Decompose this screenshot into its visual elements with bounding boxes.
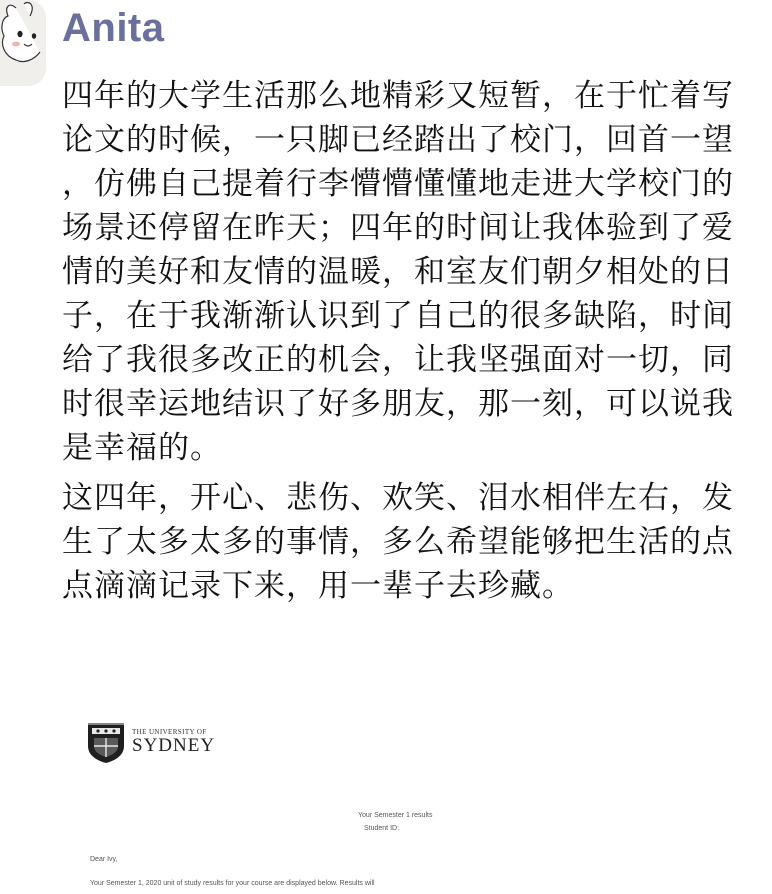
results-title: Your Semester 1 results <box>358 812 433 819</box>
logo-tagline: THE UNIVERSITY OF <box>132 728 207 736</box>
message-paragraph-2: 这四年，开心、悲伤、欢笑、泪水相伴左右，发生了太多太多的事情，多么希望能够把生活的点点滴滴记录下来，用一辈子去珍藏。 <box>62 480 734 604</box>
letter-greeting: Dear Ivy, <box>90 856 118 863</box>
student-id-label: Student ID: <box>364 825 400 832</box>
logo-wordmark: SYDNEY <box>132 735 216 756</box>
results-header <box>358 809 432 835</box>
message-paragraph-1: 四年的大学生活那么地精彩又短暂，在于忙着写论文的时候，一只脚已经踏出了校门，回首一望，仿佛自己提着行李懵懵懂懂地走进大学校门的场景还停留在昨天；四年的时间让我体验到了爱情的美好和友情的温暖，和室友们朝夕相处的日子，在于我渐渐认识到了自己的很多缺陷，时间给了我很多改正的机会，让我坚强面对一切，同时很幸运地结识了好多朋友，那一刻，可以说我是幸福的。 <box>62 78 734 466</box>
sender-name: Anita <box>62 6 165 50</box>
results-body-text: Your Semester 1, 2020 unit of study results for your course are displayed below. Results will <box>90 880 375 887</box>
avatar[interactable] <box>0 0 46 86</box>
university-logo <box>86 720 215 764</box>
document-preview[interactable] <box>64 712 744 894</box>
chat-message <box>62 74 742 608</box>
university-crest-icon <box>86 720 126 764</box>
cartoon-bunny-avatar-icon <box>0 0 46 86</box>
